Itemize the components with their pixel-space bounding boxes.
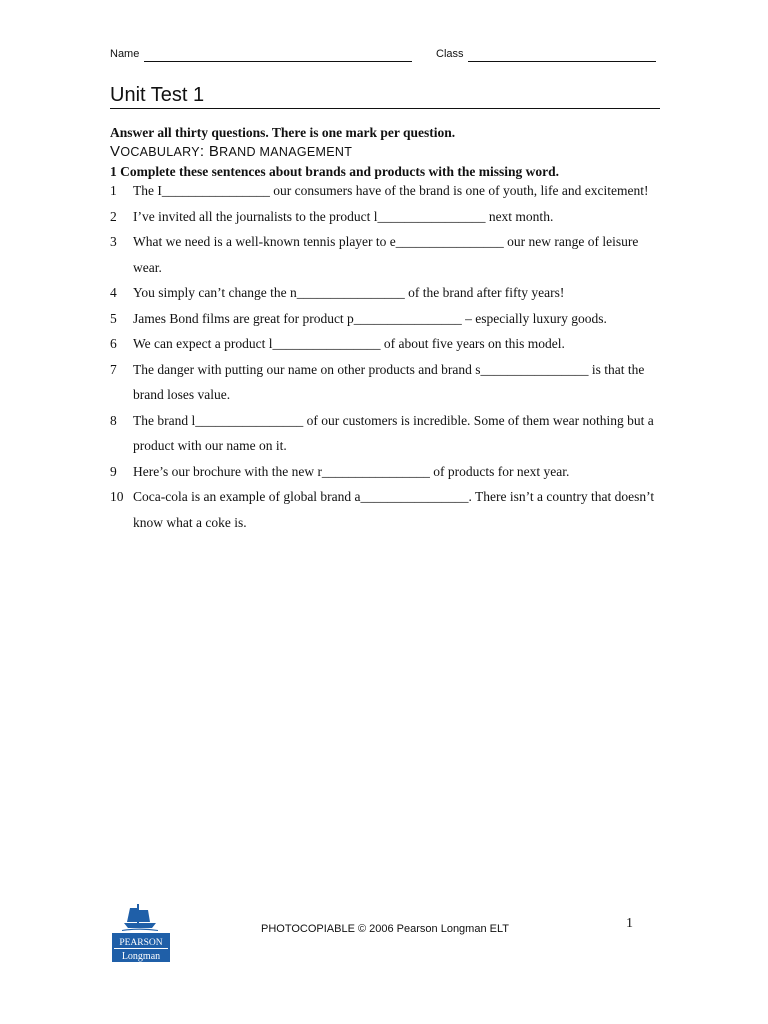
- question-item: [110, 204, 670, 230]
- question-number: 1: [110, 183, 117, 198]
- question-text: You simply can’t change the n________________ of the brand after fifty years!: [133, 285, 565, 300]
- question-item: [110, 229, 670, 280]
- student-info-row: [110, 48, 658, 64]
- question-number: 9: [110, 463, 117, 479]
- question-number: 8: [110, 412, 117, 428]
- question-item: [110, 331, 670, 357]
- ship-icon: [122, 904, 158, 931]
- question-item: [110, 459, 670, 485]
- question-text: James Bond films are great for product p________________ – especially luxury goods.: [133, 310, 607, 326]
- question-number: 2: [110, 208, 117, 224]
- question-number: 6: [110, 336, 117, 351]
- page-title: Unit Test 1: [110, 84, 205, 106]
- question-item: [110, 357, 670, 408]
- question-text: I’ve invited all the journalists to the product l________________ next month.: [133, 208, 554, 224]
- question-text: Coca-cola is an example of global brand a________________. There isn’t a country that doesn’t know what a coke is.: [133, 489, 655, 530]
- question-item: [110, 306, 670, 332]
- name-label: Name: [110, 48, 140, 60]
- page-number: 1: [626, 916, 633, 931]
- section-heading-rand: RAND MANAGEMENT: [219, 145, 353, 159]
- question-text: The I________________ our consumers have of the brand is one of youth, life and excitement!: [133, 183, 649, 198]
- title-block: [110, 84, 660, 109]
- question-number: 4: [110, 285, 117, 300]
- section-heading-v: V: [110, 143, 121, 160]
- name-field-line[interactable]: [144, 61, 412, 62]
- question-list: [110, 178, 670, 535]
- section-heading: [110, 143, 352, 160]
- question-number: 5: [110, 310, 117, 326]
- class-field-line[interactable]: [468, 61, 656, 62]
- question-text: We can expect a product l________________ of about five years on this model.: [133, 336, 565, 351]
- logo-pearson-text: PEARSON: [119, 938, 163, 948]
- question-text: Here’s our brochure with the new r________________ of products for next year.: [133, 463, 570, 479]
- question-number: 3: [110, 234, 117, 249]
- copyright-notice: PHOTOCOPIABLE © 2006 Pearson Longman ELT: [261, 923, 509, 935]
- question-number: 7: [110, 361, 117, 377]
- question-item: [110, 484, 670, 535]
- question-item: [110, 280, 670, 306]
- task-instruction: 1 Complete these sentences about brands and products with the missing word.: [110, 164, 560, 179]
- section-heading-ocabulary: OCABULARY: [120, 145, 200, 159]
- question-item: [110, 178, 670, 204]
- section-heading-colon: :: [199, 143, 205, 160]
- section-heading-b: B: [208, 143, 220, 160]
- question-text: What we need is a well-known tennis player to e________________ our new range of leisure wear.: [133, 234, 639, 275]
- question-text: The brand l________________ of our customers is incredible. Some of them wear nothing but a product with our name on it.: [133, 412, 654, 453]
- logo-longman-text: Longman: [121, 951, 161, 962]
- question-text: The danger with putting our name on other products and brand s________________ is that the brand loses value.: [133, 361, 645, 402]
- instructions: Answer all thirty questions. There is one mark per question.: [110, 125, 456, 140]
- class-label: Class: [436, 48, 464, 60]
- pearson-longman-logo: [112, 900, 170, 962]
- question-item: [110, 408, 670, 459]
- question-number: 10: [110, 489, 124, 504]
